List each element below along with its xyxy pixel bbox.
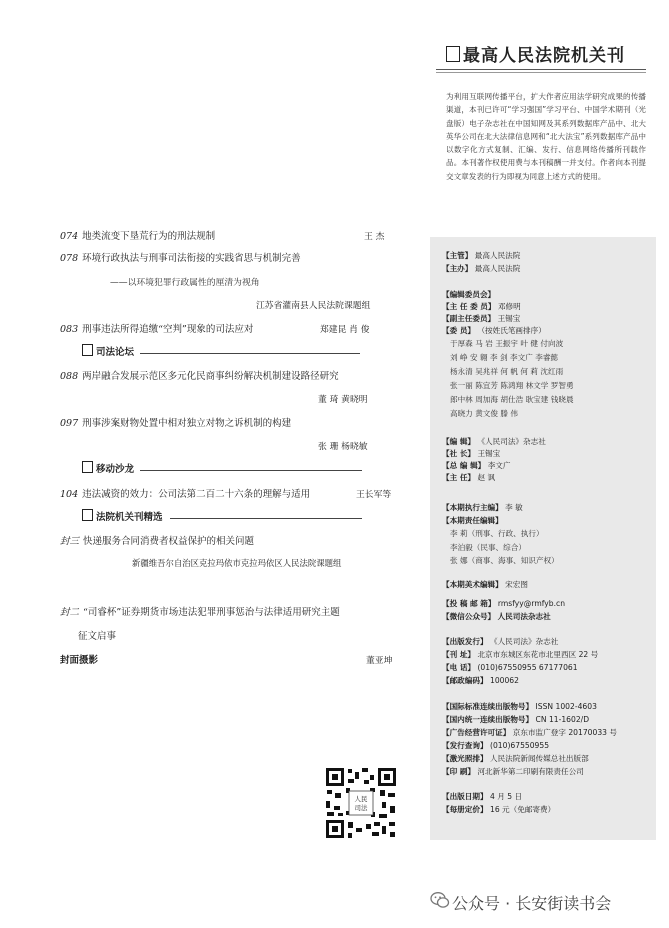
wechat-icon: [430, 891, 450, 909]
member-line: 于厚森 马 岩 王振宇 叶 健 付向波: [450, 339, 564, 348]
toc-author-078: 江苏省灌南县人民法院课题组: [256, 301, 371, 311]
toc-item-097[interactable]: 097 刑事涉案财物处置中相对独立对物之诉机制的构建: [60, 418, 292, 429]
member-line: 高晓力 黄文俊 滕 伟: [450, 409, 518, 418]
toc-subtitle-078: ——以环境犯罪行政属性的厘清为视角: [110, 278, 260, 288]
journal-title-text: 最高人民法院机关刊: [463, 46, 625, 66]
masthead-sponsor: 【主办】 最高人民法院: [442, 264, 521, 273]
masthead-publisher: 【出版发行】 《人民司法》杂志社: [442, 637, 559, 646]
masthead-resp-editor: 【本期责任编辑】: [442, 516, 503, 525]
toc-author-097: 张 珊 杨晓敏: [318, 442, 368, 452]
member-line: 刘 峥 安 翱 李 剑 李文广 李睿懿: [450, 353, 559, 362]
masthead-postcode: 【邮政编码】 100062: [442, 676, 519, 685]
cover-photo-label: 封面摄影: [60, 655, 99, 666]
masthead-issn: 【国际标准连续出版物号】 ISSN 1002-4603: [442, 702, 597, 711]
masthead-committee: 【编辑委员会】: [442, 290, 496, 299]
section-divider: [170, 518, 362, 519]
toc-subtitle-feng-er: 征文启事: [78, 631, 117, 642]
masthead-printer: 【印 刷】 河北新华第二印刷有限责任公司: [442, 767, 584, 776]
masthead-editor: 【编 辑】 《人民司法》杂志社: [442, 437, 546, 446]
masthead-art-editor: 【本期美术编辑】 宋宏图: [442, 580, 528, 589]
toc-item-078[interactable]: 078 环境行政执法与刑事司法衔接的实践省思与机制完善: [60, 253, 301, 264]
toc-item-083[interactable]: 083 刑事违法所得追缴“空判”现象的司法应对: [60, 324, 254, 335]
masthead-supervisor: 【主管】 最高人民法院: [442, 251, 521, 260]
section-box-mark: [82, 344, 93, 356]
toc-author-fengsan: 新疆维吾尔自治区克拉玛依市克拉玛依区人民法院课题组: [132, 558, 342, 568]
masthead-price: 【每册定价】 16 元（免邮寄费）: [442, 805, 556, 814]
qr-code[interactable]: [324, 766, 398, 840]
section-box-mark: [82, 461, 93, 473]
masthead-chief-editor: 【总 编 辑】 李文广: [442, 461, 511, 470]
masthead-cn: 【国内统一连续出版物号】 CN 11-1602/D: [442, 715, 590, 724]
masthead-email[interactable]: 【投 稿 邮 箱】 rmsfyy@rmfyb.cn: [442, 599, 566, 608]
qr-seal-top: 人民: [354, 795, 368, 803]
toc-author-104: 王长军等: [356, 490, 392, 500]
masthead-director: 【主 任 委 员】 邓修明: [442, 302, 521, 311]
resp-editor-line: 张 娜（商事、海事、知识产权）: [450, 556, 559, 565]
cover-photo-author: 董亚坤: [366, 656, 393, 666]
toc-item-feng-er[interactable]: 封二 “司睿杯”证券期货市场违法犯罪刑事惩治与法律适用研究主题: [60, 607, 340, 618]
section-sifa-luntan: 司法论坛: [82, 344, 134, 358]
masthead-exec-editor: 【本期执行主编】 李 敏: [442, 503, 523, 512]
copyright-notice: 为利用互联网传播平台，扩大作者应用法学研究成果的传播渠道，本刊已许可“学习强国”学习平台、中国学术期刊（光盘版）电子杂志社在中国知网及其系列数据库产品中、北大英华公司在北大法律信息网和“北大法宝”系列数据库产品中以数字化方式复制、汇编、发行、信息网络传播所刊载作品。本刊著作权使用费与本刊稿酬一并支付。作者向本刊提交文章发表的行为即视为同意上述方式的使用。: [446, 92, 646, 181]
masthead-phone: 【电 话】 (010)67550955 67177061: [442, 663, 578, 672]
masthead-chief: 【主 任】 赵 讽: [442, 473, 496, 482]
journal-title: [446, 41, 625, 66]
toc-item-104[interactable]: 104 违法减资的效力：公司法第二百二十六条的理解与适用: [60, 489, 311, 500]
member-line: 杨永清 吴兆祥 何 帆 何 莉 沈红雨: [450, 367, 564, 376]
member-line: 郎中林 周加海 胡仕浩 耿宝建 钱晓晨: [450, 395, 574, 404]
masthead-date: 【出版日期】 4 月 5 日: [442, 792, 523, 801]
masthead-ad-license: 【广告经营许可证】 京东市监广登字 20170033 号: [442, 728, 617, 737]
title-box-mark: [446, 46, 460, 62]
toc-author-074: 王 杰: [364, 232, 385, 242]
header-divider-thin: [436, 72, 646, 73]
masthead-members: 【委 员】 （按姓氏笔画排序）: [442, 326, 546, 335]
section-box-mark: [82, 509, 93, 521]
masthead-address: 【刊 址】 北京市东城区东花市北里西区 22 号: [442, 650, 599, 659]
section-divider: [140, 353, 360, 354]
watermark-text: 公众号 · 长安街读书会: [452, 894, 612, 913]
masthead-typeset: 【激光照排】 人民法院新闻传媒总社出版部: [442, 754, 589, 763]
masthead-distribution: 【发行查询】 (010)67550955: [442, 741, 550, 750]
masthead-president: 【社 长】 王锡宝: [442, 449, 501, 458]
header-divider: [436, 69, 646, 70]
resp-editor-line: 李 莉（刑事、行政、执行）: [450, 529, 544, 538]
section-yidong-shalong: 移动沙龙: [82, 461, 134, 475]
toc-item-088[interactable]: 088 两岸融合发展示范区多元化民商事纠纷解决机制建设路径研究: [60, 371, 339, 382]
member-line: 张一丽 陈宜芳 陈鸿翔 林文学 罗智勇: [450, 381, 574, 390]
toc-author-083: 郑建昆 肖 俊: [320, 325, 370, 335]
qr-seal-bottom: 司法: [354, 804, 368, 812]
resp-editor-line: 李泊毅（民事、综合）: [450, 543, 526, 552]
section-divider: [140, 470, 362, 471]
toc-item-fengsan[interactable]: 封三 快递服务合同消费者权益保护的相关问题: [60, 536, 255, 547]
toc-item-074[interactable]: 074 地类流变下垦荒行为的刑法规制: [60, 231, 216, 242]
masthead-wechat: 【微信公众号】 人民司法杂志社: [442, 612, 551, 621]
section-jiguankan-jingxuan: 法院机关刊精选: [82, 509, 163, 523]
masthead-vice-director: 【副主任委员】 王锡宝: [442, 314, 521, 323]
toc-author-088: 董 琦 黄晓明: [318, 395, 368, 405]
